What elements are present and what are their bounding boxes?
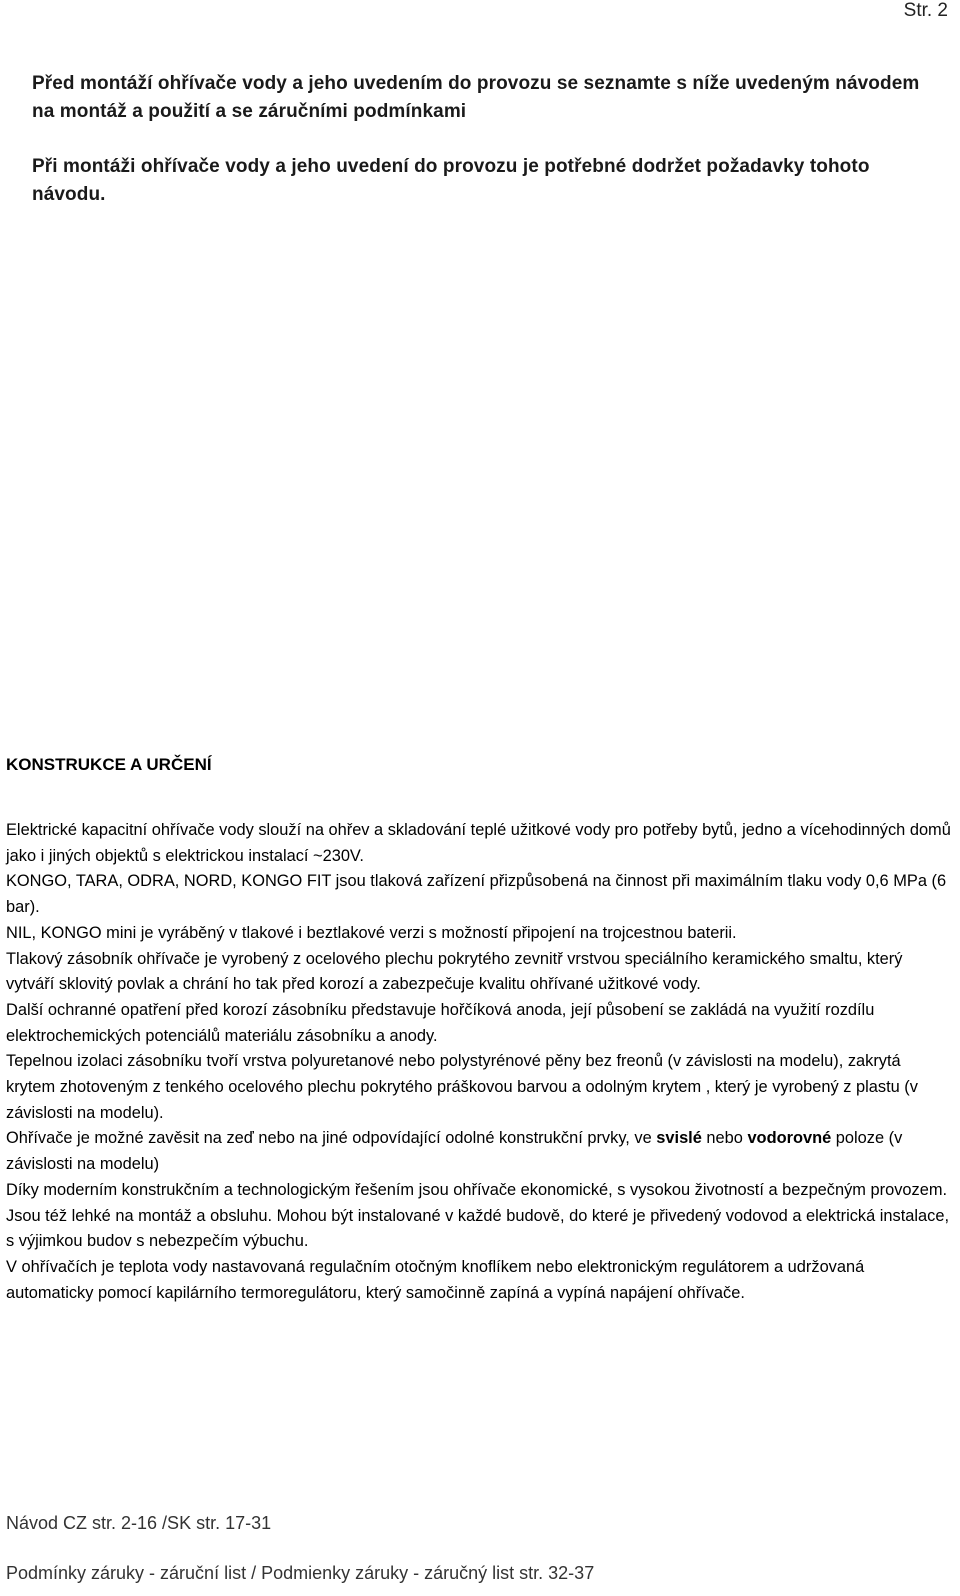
text-segment: nebo	[701, 1129, 748, 1148]
blank-area	[0, 205, 960, 735]
page-number: Str. 2	[903, 0, 948, 21]
body-text	[6, 818, 951, 1306]
paragraph: V ohřívačích je teplota vody nastavovaná regulačním otočným knoflíkem nebo elektronickým regulátorem a udržovaná automaticky pomocí kapilárního termoregulátoru, který samočinně zapíná a vypíná napájení ohřívače.	[6, 1257, 865, 1302]
text-segment: Ohřívače je možné zavěsit na zeď nebo na jiné odpovídající odolné konstrukční prvky, ve	[6, 1129, 657, 1148]
paragraph-mounting	[6, 1126, 951, 1177]
footer-warranty-pages: Podmínky záruky - záruční list / Podmienky záruky - záručný list str. 32-37	[6, 1563, 595, 1583]
text-segment: poloze (v závislosti na modelu)	[6, 1129, 903, 1174]
paragraph: Další ochranné opatření před korozí zásobníku představuje hořčíková anoda, její působení se zakládá na využití rozdílu elektrochemických potenciálů materiálu zásobníku a anody.	[6, 1000, 875, 1045]
section-heading: KONSTRUKCE A URČENÍ	[6, 755, 212, 774]
bold-term-vertical: svislé	[656, 1129, 702, 1148]
bold-term-horizontal: vodorovné	[747, 1129, 832, 1148]
paragraph: KONGO, TARA, ODRA, NORD, KONGO FIT jsou tlaková zařízení přizpůsobená na činnost při maximálním tlaku vody 0,6 MPa (6 bar).	[6, 872, 947, 917]
footer-manual-pages: Návod CZ str. 2-16 /SK str. 17-31	[6, 1513, 272, 1533]
paragraph: Tlakový zásobník ohřívače je vyrobený z ocelového plechu pokrytého zevnitř vrstvou speciálního keramického smaltu, který vytváří sklovitý povlak a chrání ho tak před korozí a zabezpečuje kvalitu ohřívané užitkové vody.	[6, 949, 903, 994]
paragraph: Elektrické kapacitní ohřívače vody slouží na ohřev a skladování teplé užitkové vody pro potřeby bytů, jedno a vícehodinných domů jako i jiných objektů s elektrickou instalací ~230V.	[6, 821, 951, 865]
intro-requirement: Při montáži ohřívače vody a jeho uvedení do provozu je potřebné dodržet požadavky tohoto návodu.	[32, 156, 870, 205]
paragraph: Díky moderním konstrukčním a technologickým řešením jsou ohřívače ekonomické, s vysokou životností a bezpečným provozem. Jsou též lehké na montáž a obsluhu. Mohou být instalované v každé budově, do které je přivedený vodovod a elektrická instalace, s výjimkou budov s nebezpečím výbuchu.	[6, 1180, 950, 1251]
intro-instruction: Před montáží ohřívače vody a jeho uvedením do provozu se seznamte s níže uvedeným návodem na montáž a použití a se záručními podmínkami	[32, 73, 920, 122]
paragraph: Tepelnou izolaci zásobníku tvoří vrstva polyuretanové nebo polystyrénové pěny bez freonů (v závislosti na modelu), zakrytá krytem zhotoveným z tenkého ocelového plechu pokrytého práškovou barvou a odolným krytem , který je vyrobený z plastu (v závislosti na modelu).	[6, 1052, 918, 1122]
paragraph: NIL, KONGO mini je vyráběný v tlakové i beztlakové verzi s možností připojení na trojcestnou baterii.	[6, 923, 737, 942]
